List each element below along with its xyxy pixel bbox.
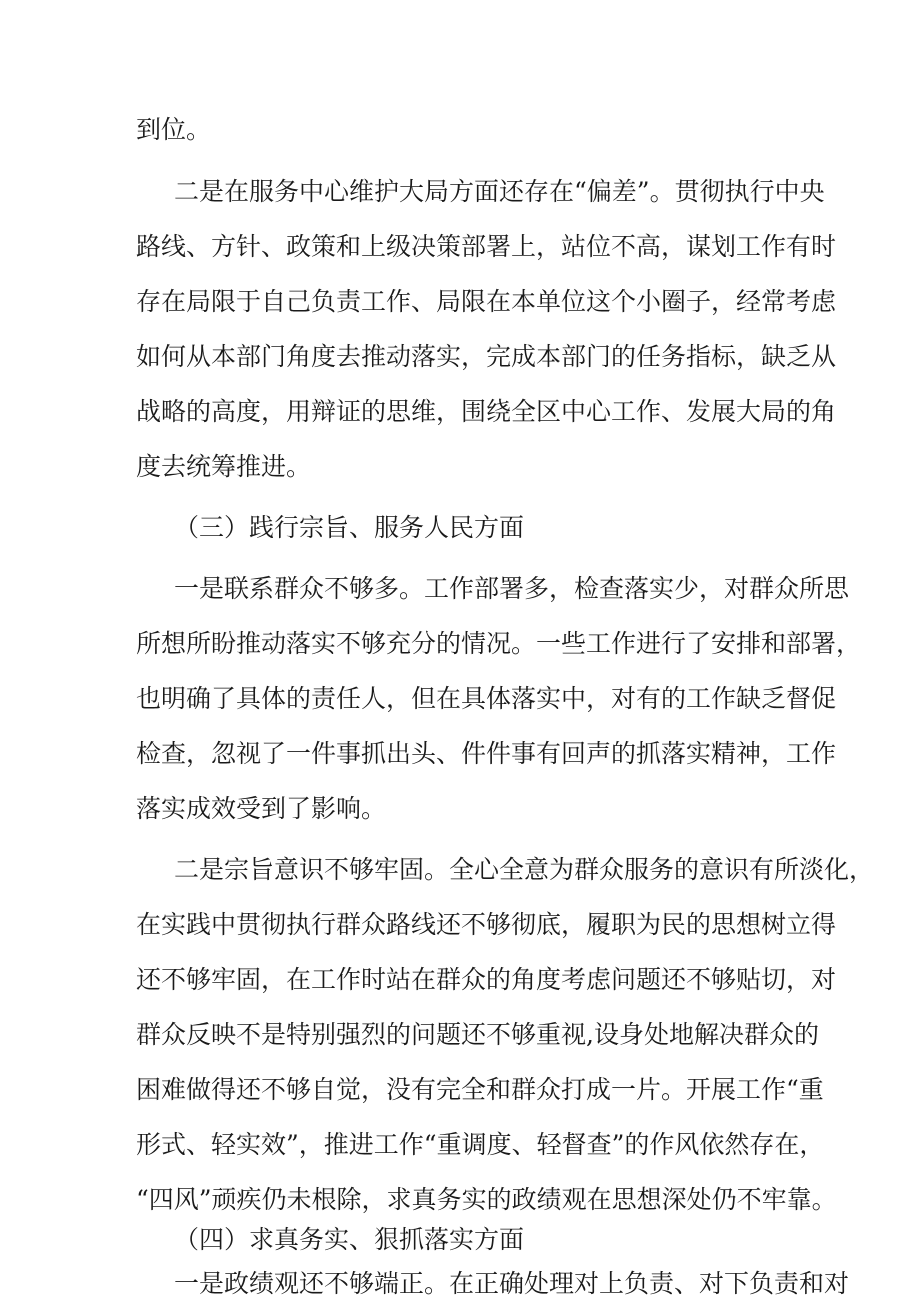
section-heading: （四）求真务实、狠抓落实方面 [174,1225,525,1254]
text-line: “四风”顽疾仍未根除，求真务实的政绩观在思想深处仍不牢靠。 [136,1185,837,1214]
text-line: 形式、轻实效”，推进工作“重调度、轻督查”的作风依然存在， [136,1130,825,1159]
text-line: 一是联系群众不够多。工作部署多，检查落实少，对群众所思 [174,574,850,603]
text-line: 困难做得还不够自觉，没有完全和群众打成一片。开展工作“重 [136,1075,824,1104]
text-line: 落实成效受到了影响。 [136,794,387,823]
text-line: 二是在服务中心维护大局方面还存在“偏差”。贯彻执行中央 [174,177,825,206]
text-line: 路线、方针、政策和上级决策部署上，站位不高，谋划工作有时 [136,232,837,261]
text-line: 到位。 [136,115,212,144]
text-line: 存在局限于自己负责工作、局限在本单位这个小圈子，经常考虑 [136,287,837,316]
text-line: 二是宗旨意识不够牢固。全心全意为群众服务的意识有所淡化， [174,855,875,884]
text-line: 在实践中贯彻执行群众路线还不够彻底，履职为民的思想树立得 [136,910,837,939]
text-line: 也明确了具体的责任人，但在具体落实中，对有的工作缺乏督促 [136,684,837,713]
text-line: 检查，忽视了一件事抓出头、件件事有回声的抓落实精神，工作 [136,739,837,768]
text-line: 如何从本部门角度去推动落实，完成本部门的任务指标，缺乏从 [136,342,837,371]
text-line: 度去统筹推进。 [136,452,312,481]
text-line: 战略的高度，用辩证的思维，围绕全区中心工作、发展大局的角 [136,397,837,426]
text-line: 群众反映不是特别强烈的问题还不够重视,设身处地解决群众的 [136,1020,819,1049]
text-line: 所想所盼推动落实不够充分的情况。一些工作进行了安排和部署， [136,629,862,658]
text-line: 一是政绩观还不够端正。在正确处理对上负责、对下负责和对 [174,1269,850,1298]
text-line: 还不够牢固，在工作时站在群众的角度考虑问题还不够贴切，对 [136,965,837,994]
section-heading: （三）践行宗旨、服务人民方面 [174,513,525,542]
